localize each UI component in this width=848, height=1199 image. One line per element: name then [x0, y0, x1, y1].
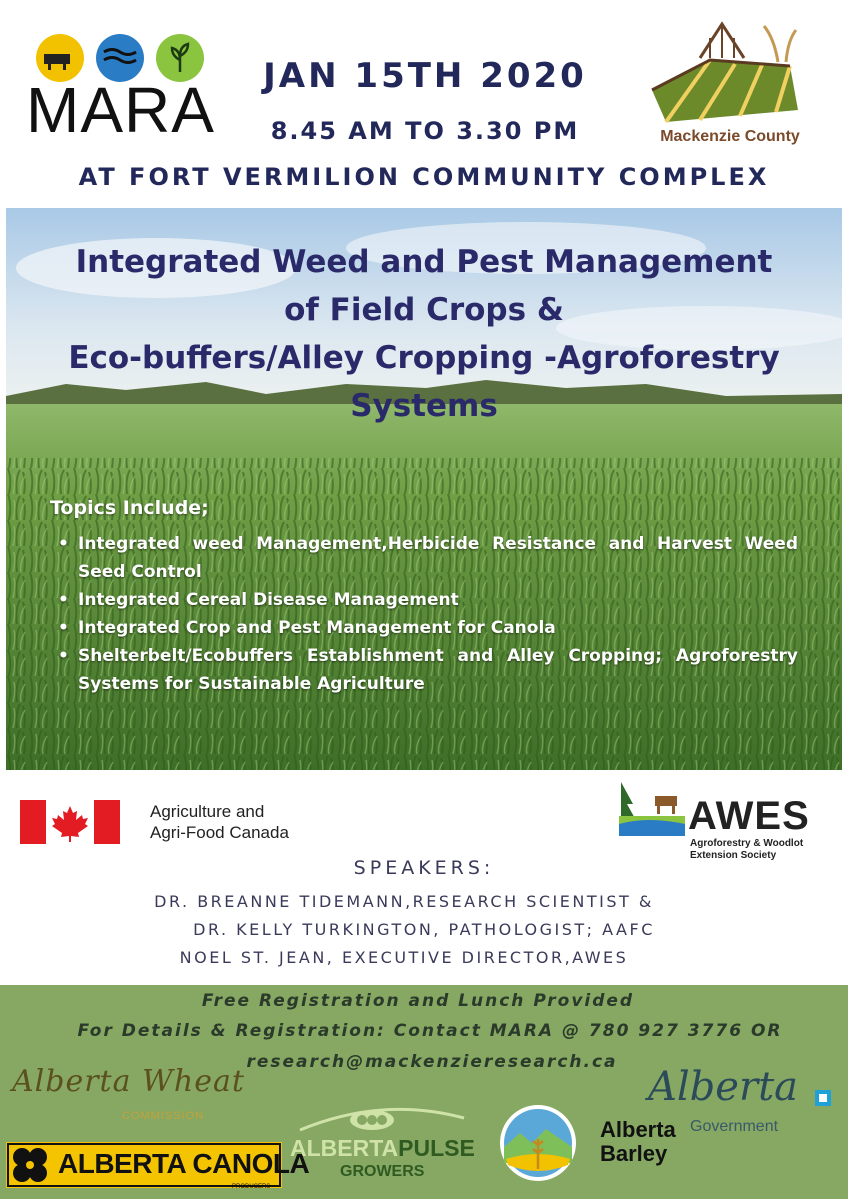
aafc-line: Agriculture and [150, 802, 265, 821]
pulse-word-alberta: ALBERTA [290, 1135, 399, 1161]
registration-note: Free Registration and Lunch Provided [201, 991, 635, 1011]
alberta-canola-wordmark: ALBERTA CANOLA [58, 1148, 310, 1179]
county-name: Mackenzie County [660, 128, 800, 145]
event-date: JAN 15TH 2020 [263, 56, 587, 96]
event-title-line: Integrated Weed and Pest Management [75, 244, 773, 280]
contact-line: For Details & Registration: Contact MARA @ 780 927 3776 OR [77, 1021, 783, 1041]
contact-email[interactable]: research@mackenzieresearch.ca [246, 1052, 618, 1072]
pulse-word-pulse: PULSE [398, 1135, 475, 1161]
event-title-line: Systems [350, 388, 498, 424]
alberta-government-logo: Alberta [648, 1064, 798, 1110]
alberta-wheat-subtitle: COMMISSION [122, 1110, 205, 1122]
alberta-barley-wordmark [600, 1118, 676, 1166]
awes-subtitle-line: Extension Society [690, 850, 777, 861]
speaker-line: NOEL ST. JEAN, EXECUTIVE DIRECTOR,AWES [179, 948, 629, 967]
topics-heading: Topics Include; [50, 497, 209, 519]
topic-item: • Integrated Crop and Pest Management for Canola [56, 614, 798, 642]
alberta-canola-subtitle: PRODUCERS [232, 1184, 271, 1190]
event-time: 8.45 AM TO 3.30 PM [270, 117, 580, 145]
alberta-pulse-subtitle: GROWERS [340, 1163, 425, 1180]
alberta-flag-icon [815, 1090, 831, 1106]
aafc-wordmark [150, 801, 289, 843]
barley-line: Barley [600, 1141, 668, 1166]
event-title-line: of Field Crops & [284, 292, 564, 328]
alberta-pulse-wordmark [290, 1135, 475, 1162]
mara-wordmark: MARA [26, 74, 215, 146]
topic-item: • Integrated weed Management,Herbicide Resistance and Harvest Weed Seed Control [56, 530, 798, 586]
canola-flower-icon [13, 1148, 47, 1182]
topics-list [56, 530, 798, 698]
alberta-government-subtitle: Government [690, 1118, 779, 1135]
alberta-wheat-logo: Alberta Wheat [12, 1064, 245, 1099]
barley-line: Alberta [600, 1117, 676, 1142]
event-title-line: Eco-buffers/Alley Cropping -Agroforestry [68, 340, 780, 376]
speaker-line: DR. KELLY TURKINGTON, PATHOLOGIST; AAFC [193, 920, 655, 939]
event-title [16, 238, 832, 430]
aafc-line: Agri-Food Canada [150, 823, 289, 842]
awes-subtitle-line: Agroforestry & Woodlot [690, 838, 804, 849]
pulse-pea-icon [292, 1100, 472, 1140]
topic-item: • Shelterbelt/Ecobuffers Establishment and Alley Cropping; Agroforestry Systems for Sustainable Agriculture [56, 642, 798, 698]
awes-wordmark: AWES [688, 794, 810, 838]
speaker-line: DR. BREANNE TIDEMANN,RESEARCH SCIENTIST & [154, 892, 654, 911]
canada-flag-icon [20, 800, 120, 844]
event-venue: AT FORT VERMILION COMMUNITY COMPLEX [78, 163, 770, 191]
speakers-heading: SPEAKERS: [353, 857, 495, 879]
topic-item: • Integrated Cereal Disease Management [56, 586, 798, 614]
barley-badge-icon [498, 1103, 578, 1183]
